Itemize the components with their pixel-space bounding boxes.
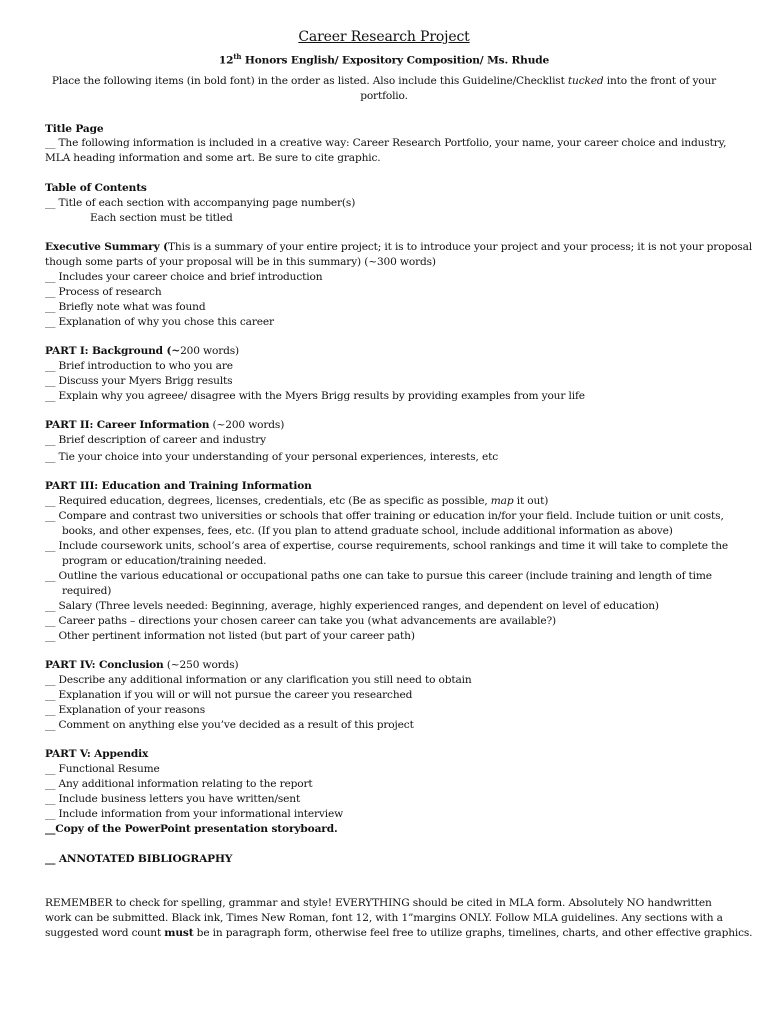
checklist-note: Each section must be titled — [90, 212, 233, 224]
part1-heading: PART I: Background (~200 words) — [45, 345, 240, 357]
checklist-item: though some parts of your proposal will be in this summary) (~300 words) — [45, 256, 436, 268]
checklist-item: __ Include information from your informational interview — [45, 808, 344, 820]
checklist-item: __ Title of each section with accompanying page number(s) — [45, 197, 356, 209]
reminder-line-3: suggested word count must be in paragraph form, otherwise feel free to utilize graphs, timelines, charts, and other effective graphics. — [45, 927, 753, 939]
bibliography-item: __ ANNOTATED BIBLIOGRAPHY — [45, 853, 233, 865]
page-title: Career Research Project — [298, 29, 470, 45]
checklist-item: __ Outline the various educational or occupational paths one can take to pursue this career (include training and length of time — [45, 570, 712, 582]
checklist-continuation: program or education/training needed. — [62, 555, 267, 567]
checklist-item: __ Other pertinent information not listed (but part of your career path) — [45, 630, 415, 642]
checklist-item: __ Process of research — [45, 286, 162, 298]
checklist-item: __ Compare and contrast two universities or schools that offer training or education in/for your field. Include tuition or unit costs, — [45, 510, 724, 522]
checklist-item: __ Functional Resume — [45, 763, 160, 775]
intro-line-1: Place the following items (in bold font) in the order as listed. Also include this Guideline/Checklist tucked into the front of your — [51, 75, 717, 87]
intro-line-2: portfolio. — [360, 90, 408, 102]
part3-heading: PART III: Education and Training Information — [45, 480, 312, 492]
exec-summary-line: Executive Summary (This is a summary of your entire project; it is to introduce your project and your process; it is not your proposal — [45, 241, 752, 253]
checklist-item: __ Explain why you agreee/ disagree with the Myers Brigg results by providing examples from your life — [45, 390, 585, 402]
reminder-line-2: work can be submitted. Black ink, Times New Roman, font 12, with 1”margins ONLY. Follow MLA guidelines. Any sections with a — [45, 912, 723, 924]
checklist-item: __ Briefly note what was found — [45, 301, 206, 313]
checklist-item: __ Explanation of why you chose this career — [45, 316, 274, 328]
checklist-item: __Copy of the PowerPoint presentation storyboard. — [45, 823, 338, 835]
checklist-item: MLA heading information and some art. Be sure to cite graphic. — [45, 152, 381, 164]
checklist-item: __ Include coursework units, school’s area of expertise, course requirements, school rankings and time it will take to complete the — [45, 540, 729, 552]
checklist-item: __ Includes your career choice and brief introduction — [45, 271, 323, 283]
checklist-item: __ Include business letters you have written/sent — [45, 793, 301, 805]
checklist-item: __ Describe any additional information or any clarification you still need to obtain — [45, 674, 472, 686]
part2-heading: PART II: Career Information (~200 words) — [45, 419, 285, 431]
checklist-item: __ Comment on anything else you’ve decided as a result of this project — [45, 719, 414, 731]
part4-heading: PART IV: Conclusion (~250 words) — [45, 659, 239, 671]
title-page-heading: Title Page — [45, 123, 104, 135]
checklist-item: __ Brief introduction to who you are — [45, 360, 233, 372]
checklist-item: __ Brief description of career and industry — [45, 434, 266, 446]
checklist-item: __ The following information is included in a creative way: Career Research Portfolio, your name, your career choice and industry, — [45, 137, 727, 149]
checklist-item: __ Tie your choice into your understanding of your personal experiences, interests, etc — [45, 451, 498, 463]
checklist-item: __ Career paths – directions your chosen career can take you (what advancements are available?) — [45, 615, 557, 627]
toc-heading: Table of Contents — [45, 182, 147, 194]
part5-heading: PART V: Appendix — [45, 748, 149, 760]
checklist-item: __ Salary (Three levels needed: Beginning, average, highly experienced ranges, and dependent on level of education) — [45, 600, 659, 612]
checklist-item: __ Explanation if you will or will not pursue the career you researched — [45, 689, 413, 701]
checklist-item: __ Explanation of your reasons — [45, 704, 206, 716]
reminder-line-1: REMEMBER to check for spelling, grammar and style! EVERYTHING should be cited in MLA form. Absolutely NO handwritten — [45, 897, 712, 909]
checklist-item: __ Required education, degrees, licenses, credentials, etc (Be as specific as possible, map it out) — [45, 495, 549, 507]
checklist-continuation: books, and other expenses, fees, etc. (If you plan to attend graduate school, include additional information as above) — [62, 525, 673, 537]
checklist-item: __ Discuss your Myers Brigg results — [45, 375, 233, 387]
checklist-item: __ Any additional information relating to the report — [45, 778, 313, 790]
checklist-continuation: required) — [62, 585, 112, 597]
subtitle: 12th Honors English/ Expository Composition/ Ms. Rhude — [218, 52, 550, 67]
